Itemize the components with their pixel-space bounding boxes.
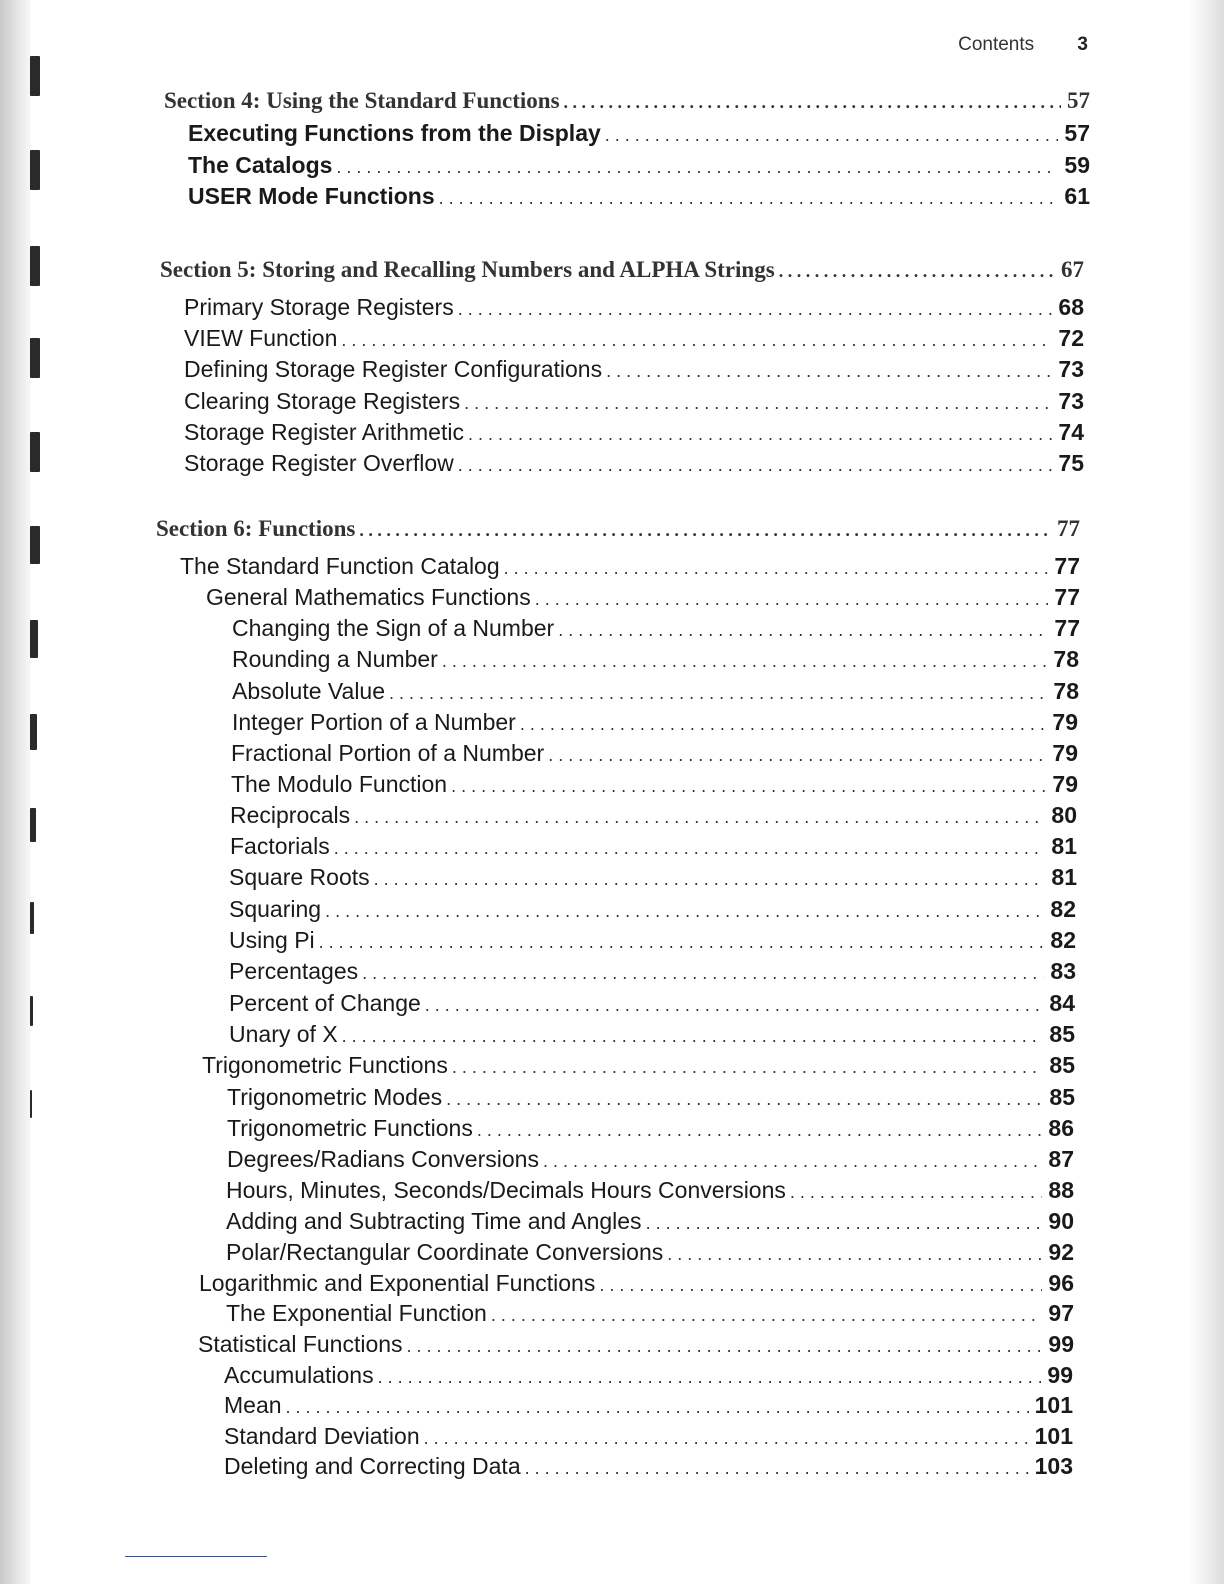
- section-heading: [160, 257, 1084, 289]
- toc-entry-page: 88: [1048, 1177, 1074, 1203]
- binding-hole: [30, 620, 38, 658]
- dot-leader: [359, 520, 1051, 541]
- toc-entry-page: 83: [1050, 958, 1076, 984]
- toc-entry-label: Clearing Storage Registers: [184, 388, 461, 414]
- toc-entry: [224, 1453, 1073, 1485]
- dot-leader: [442, 651, 1048, 672]
- toc-entry-label: The Exponential Function: [226, 1300, 487, 1326]
- toc-entry-page: 67: [1061, 257, 1084, 282]
- dot-leader: [458, 299, 1053, 320]
- toc-entry-label: The Standard Function Catalog: [180, 553, 500, 579]
- binding-hole: [30, 808, 36, 842]
- toc-entry-page: 81: [1051, 833, 1077, 859]
- toc-entry-label: Fractional Portion of a Number: [231, 740, 545, 766]
- toc-entry: [224, 1423, 1073, 1455]
- dot-leader: [334, 838, 1046, 859]
- dot-leader: [790, 1182, 1043, 1203]
- binding-hole: [30, 714, 37, 750]
- toc-entry-page: 61: [1064, 183, 1090, 209]
- dot-leader: [605, 125, 1059, 146]
- toc-entry-page: 81: [1051, 864, 1077, 890]
- binding-hole: [30, 338, 40, 378]
- toc-entry-label: The Modulo Function: [231, 771, 448, 797]
- dot-leader: [464, 393, 1052, 414]
- toc-entry-label: Accumulations: [224, 1362, 374, 1388]
- toc-entry-label: Using Pi: [229, 927, 315, 953]
- dot-leader: [468, 424, 1052, 445]
- toc-entry-page: 57: [1064, 120, 1090, 146]
- toc-entry: [184, 419, 1084, 451]
- toc-entry-label: Reciprocals: [230, 802, 351, 828]
- toc-entry-label: Section 4: Using the Standard Functions: [164, 88, 560, 113]
- toc-entry-label: USER Mode Functions: [188, 183, 435, 209]
- toc-entry-page: 73: [1058, 356, 1084, 382]
- toc-entry-label: Adding and Subtracting Time and Angles: [226, 1208, 642, 1234]
- dot-leader: [477, 1120, 1043, 1141]
- toc-entry: [188, 120, 1090, 152]
- dot-leader: [374, 869, 1046, 890]
- toc-entry-label: Section 5: Storing and Recalling Numbers and ALPHA Strings: [160, 257, 775, 282]
- toc-entry: [230, 833, 1077, 865]
- toc-entry: [206, 584, 1080, 616]
- dot-leader: [525, 1458, 1029, 1479]
- toc-entry-page: 87: [1048, 1146, 1074, 1172]
- toc-entry-page: 73: [1058, 388, 1084, 414]
- toc-entry-page: 97: [1048, 1300, 1074, 1326]
- toc-entry: [229, 958, 1076, 990]
- toc-entry-label: Deleting and Correcting Data: [224, 1453, 521, 1479]
- toc-entry: [202, 1052, 1075, 1084]
- toc-entry-label: Trigonometric Functions: [227, 1115, 473, 1141]
- toc-entry-label: Percentages: [229, 958, 359, 984]
- toc-entry: [184, 294, 1084, 326]
- toc-entry: [224, 1362, 1073, 1394]
- binding-hole: [30, 1090, 32, 1118]
- dot-leader: [535, 589, 1049, 610]
- toc-entry: [184, 325, 1084, 357]
- dot-leader: [425, 995, 1044, 1016]
- toc-entry-label: Degrees/Radians Conversions: [227, 1146, 539, 1172]
- dot-leader: [548, 745, 1046, 766]
- toc-entry-page: 77: [1054, 615, 1080, 641]
- toc-entry: [226, 1239, 1074, 1271]
- toc-entry-label: Statistical Functions: [198, 1331, 403, 1357]
- dot-leader: [452, 1057, 1044, 1078]
- toc-entry-page: 85: [1049, 1021, 1075, 1047]
- toc-entry-page: 74: [1058, 419, 1084, 445]
- toc-entry: [232, 709, 1078, 741]
- dot-leader: [564, 92, 1061, 113]
- dot-leader: [286, 1397, 1029, 1418]
- toc-entry-label: Unary of X: [229, 1021, 338, 1047]
- toc-entry: [199, 1270, 1074, 1302]
- toc-entry: [227, 1084, 1075, 1116]
- toc-entry-label: Logarithmic and Exponential Functions: [199, 1270, 596, 1296]
- toc-entry: [227, 1146, 1074, 1178]
- toc-entry-page: 101: [1034, 1423, 1073, 1449]
- toc-entry-page: 79: [1052, 740, 1078, 766]
- toc-entry-label: Storage Register Arithmetic: [184, 419, 464, 445]
- toc-entry: [231, 771, 1078, 803]
- dot-leader: [491, 1305, 1043, 1326]
- toc-entry-page: 85: [1049, 1084, 1075, 1110]
- toc-entry: [224, 1392, 1073, 1424]
- toc-entry-label: Percent of Change: [229, 990, 421, 1016]
- header-title: Contents: [958, 34, 1035, 55]
- dot-leader: [667, 1244, 1042, 1265]
- toc-entry-page: 79: [1052, 771, 1078, 797]
- section-heading: [156, 516, 1080, 548]
- toc-entry-label: Trigonometric Modes: [227, 1084, 443, 1110]
- toc-entry-page: 77: [1054, 553, 1080, 579]
- page-right-edge: [1188, 0, 1224, 1584]
- binding-hole: [30, 996, 33, 1026]
- dot-leader: [325, 901, 1044, 922]
- toc-entry-label: Square Roots: [229, 864, 370, 890]
- dot-leader: [599, 1275, 1042, 1296]
- binding-hole: [30, 246, 40, 286]
- toc-entry: [229, 864, 1077, 896]
- toc-entry-label: Factorials: [230, 833, 330, 859]
- dot-leader: [446, 1089, 1043, 1110]
- toc-entry-label: Primary Storage Registers: [184, 294, 454, 320]
- toc-entry-page: 86: [1048, 1115, 1074, 1141]
- dot-leader: [543, 1151, 1042, 1172]
- section-heading: [164, 88, 1090, 120]
- dot-leader: [389, 683, 1047, 704]
- toc-entry-page: 96: [1048, 1270, 1074, 1296]
- toc-entry-page: 90: [1048, 1208, 1074, 1234]
- toc-entry-page: 77: [1054, 584, 1080, 610]
- toc-entry: [230, 802, 1077, 834]
- toc-entry-label: Squaring: [229, 896, 322, 922]
- toc-entry-page: 92: [1048, 1239, 1074, 1265]
- toc-entry-label: General Mathematics Functions: [206, 584, 531, 610]
- dot-leader: [606, 361, 1052, 382]
- toc-entry-page: 103: [1034, 1453, 1073, 1479]
- toc-entry-page: 72: [1058, 325, 1084, 351]
- toc-entry-label: Changing the Sign of a Number: [232, 615, 555, 641]
- dot-leader: [458, 455, 1053, 476]
- toc-entry-page: 59: [1064, 152, 1090, 178]
- toc-entry-label: The Catalogs: [188, 152, 333, 178]
- binding-hole: [30, 56, 40, 96]
- dot-leader: [504, 558, 1049, 579]
- running-header: [958, 34, 1088, 56]
- toc-entry: [184, 356, 1084, 388]
- toc-entry-label: Defining Storage Register Configurations: [184, 356, 603, 382]
- dot-leader: [439, 188, 1059, 209]
- dot-leader: [341, 330, 1052, 351]
- toc-entry-page: 79: [1052, 709, 1078, 735]
- toc-entry-label: Hours, Minutes, Seconds/Decimals Hours Conversions: [226, 1177, 786, 1203]
- dot-leader: [646, 1213, 1043, 1234]
- toc-entry-page: 78: [1053, 678, 1079, 704]
- toc-entry-page: 84: [1049, 990, 1075, 1016]
- dot-leader: [558, 620, 1048, 641]
- dot-leader: [319, 932, 1045, 953]
- toc-entry: [226, 1300, 1074, 1332]
- toc-entry: [180, 553, 1080, 585]
- toc-entry-label: Integer Portion of a Number: [232, 709, 516, 735]
- toc-entry-page: 78: [1053, 646, 1079, 672]
- toc-entry-label: Polar/Rectangular Coordinate Conversions: [226, 1239, 664, 1265]
- binding-hole: [30, 432, 40, 472]
- binding-hole: [30, 150, 40, 190]
- dot-leader: [424, 1428, 1029, 1449]
- toc-entry: [188, 152, 1090, 184]
- toc-entry: [226, 1177, 1074, 1209]
- toc-entry-page: 68: [1058, 294, 1084, 320]
- toc-entry-page: 77: [1057, 516, 1080, 541]
- toc-entry: [229, 990, 1075, 1022]
- footer-rule: [125, 1556, 267, 1557]
- dot-leader: [362, 963, 1044, 984]
- toc-entry-label: Standard Deviation: [224, 1423, 420, 1449]
- toc-entry-label: Absolute Value: [232, 678, 386, 704]
- toc-entry-label: Trigonometric Functions: [202, 1052, 448, 1078]
- toc-entry: [232, 646, 1079, 678]
- toc-entry-page: 57: [1067, 88, 1090, 113]
- toc-entry: [227, 1115, 1074, 1147]
- toc-entry: [188, 183, 1090, 215]
- binding-hole: [30, 902, 34, 934]
- toc-entry: [231, 740, 1078, 772]
- dot-leader: [336, 157, 1058, 178]
- dot-leader: [520, 714, 1047, 735]
- header-page-number: 3: [1077, 34, 1088, 55]
- toc-entry-page: 99: [1048, 1331, 1074, 1357]
- toc-entry: [229, 927, 1076, 959]
- toc-entry-page: 99: [1047, 1362, 1073, 1388]
- toc-entry: [184, 388, 1084, 420]
- toc-entry: [184, 450, 1084, 482]
- toc-entry-page: 85: [1049, 1052, 1075, 1078]
- dot-leader: [342, 1026, 1044, 1047]
- toc-entry-label: Mean: [224, 1392, 282, 1418]
- toc-entry: [198, 1331, 1074, 1363]
- page-binding-edge: [0, 0, 30, 1584]
- dot-leader: [779, 261, 1055, 282]
- dot-leader: [378, 1367, 1042, 1388]
- toc-entry: [229, 896, 1076, 928]
- binding-hole: [30, 526, 40, 564]
- toc-entry: [232, 678, 1079, 710]
- toc-entry-label: Storage Register Overflow: [184, 450, 454, 476]
- toc-entry: [229, 1021, 1075, 1053]
- toc-entry-label: VIEW Function: [184, 325, 338, 351]
- toc-entry-page: 80: [1051, 802, 1077, 828]
- toc-entry-label: Section 6: Functions: [156, 516, 356, 541]
- dot-leader: [407, 1336, 1043, 1357]
- toc-entry-page: 82: [1050, 927, 1076, 953]
- toc-entry-page: 82: [1050, 896, 1076, 922]
- toc-entry-label: Rounding a Number: [232, 646, 438, 672]
- toc-entry: [226, 1208, 1074, 1240]
- toc-entry: [232, 615, 1080, 647]
- dot-leader: [354, 807, 1045, 828]
- toc-entry-page: 75: [1058, 450, 1084, 476]
- toc-entry-page: 101: [1034, 1392, 1073, 1418]
- toc-entry-label: Executing Functions from the Display: [188, 120, 601, 146]
- dot-leader: [451, 776, 1046, 797]
